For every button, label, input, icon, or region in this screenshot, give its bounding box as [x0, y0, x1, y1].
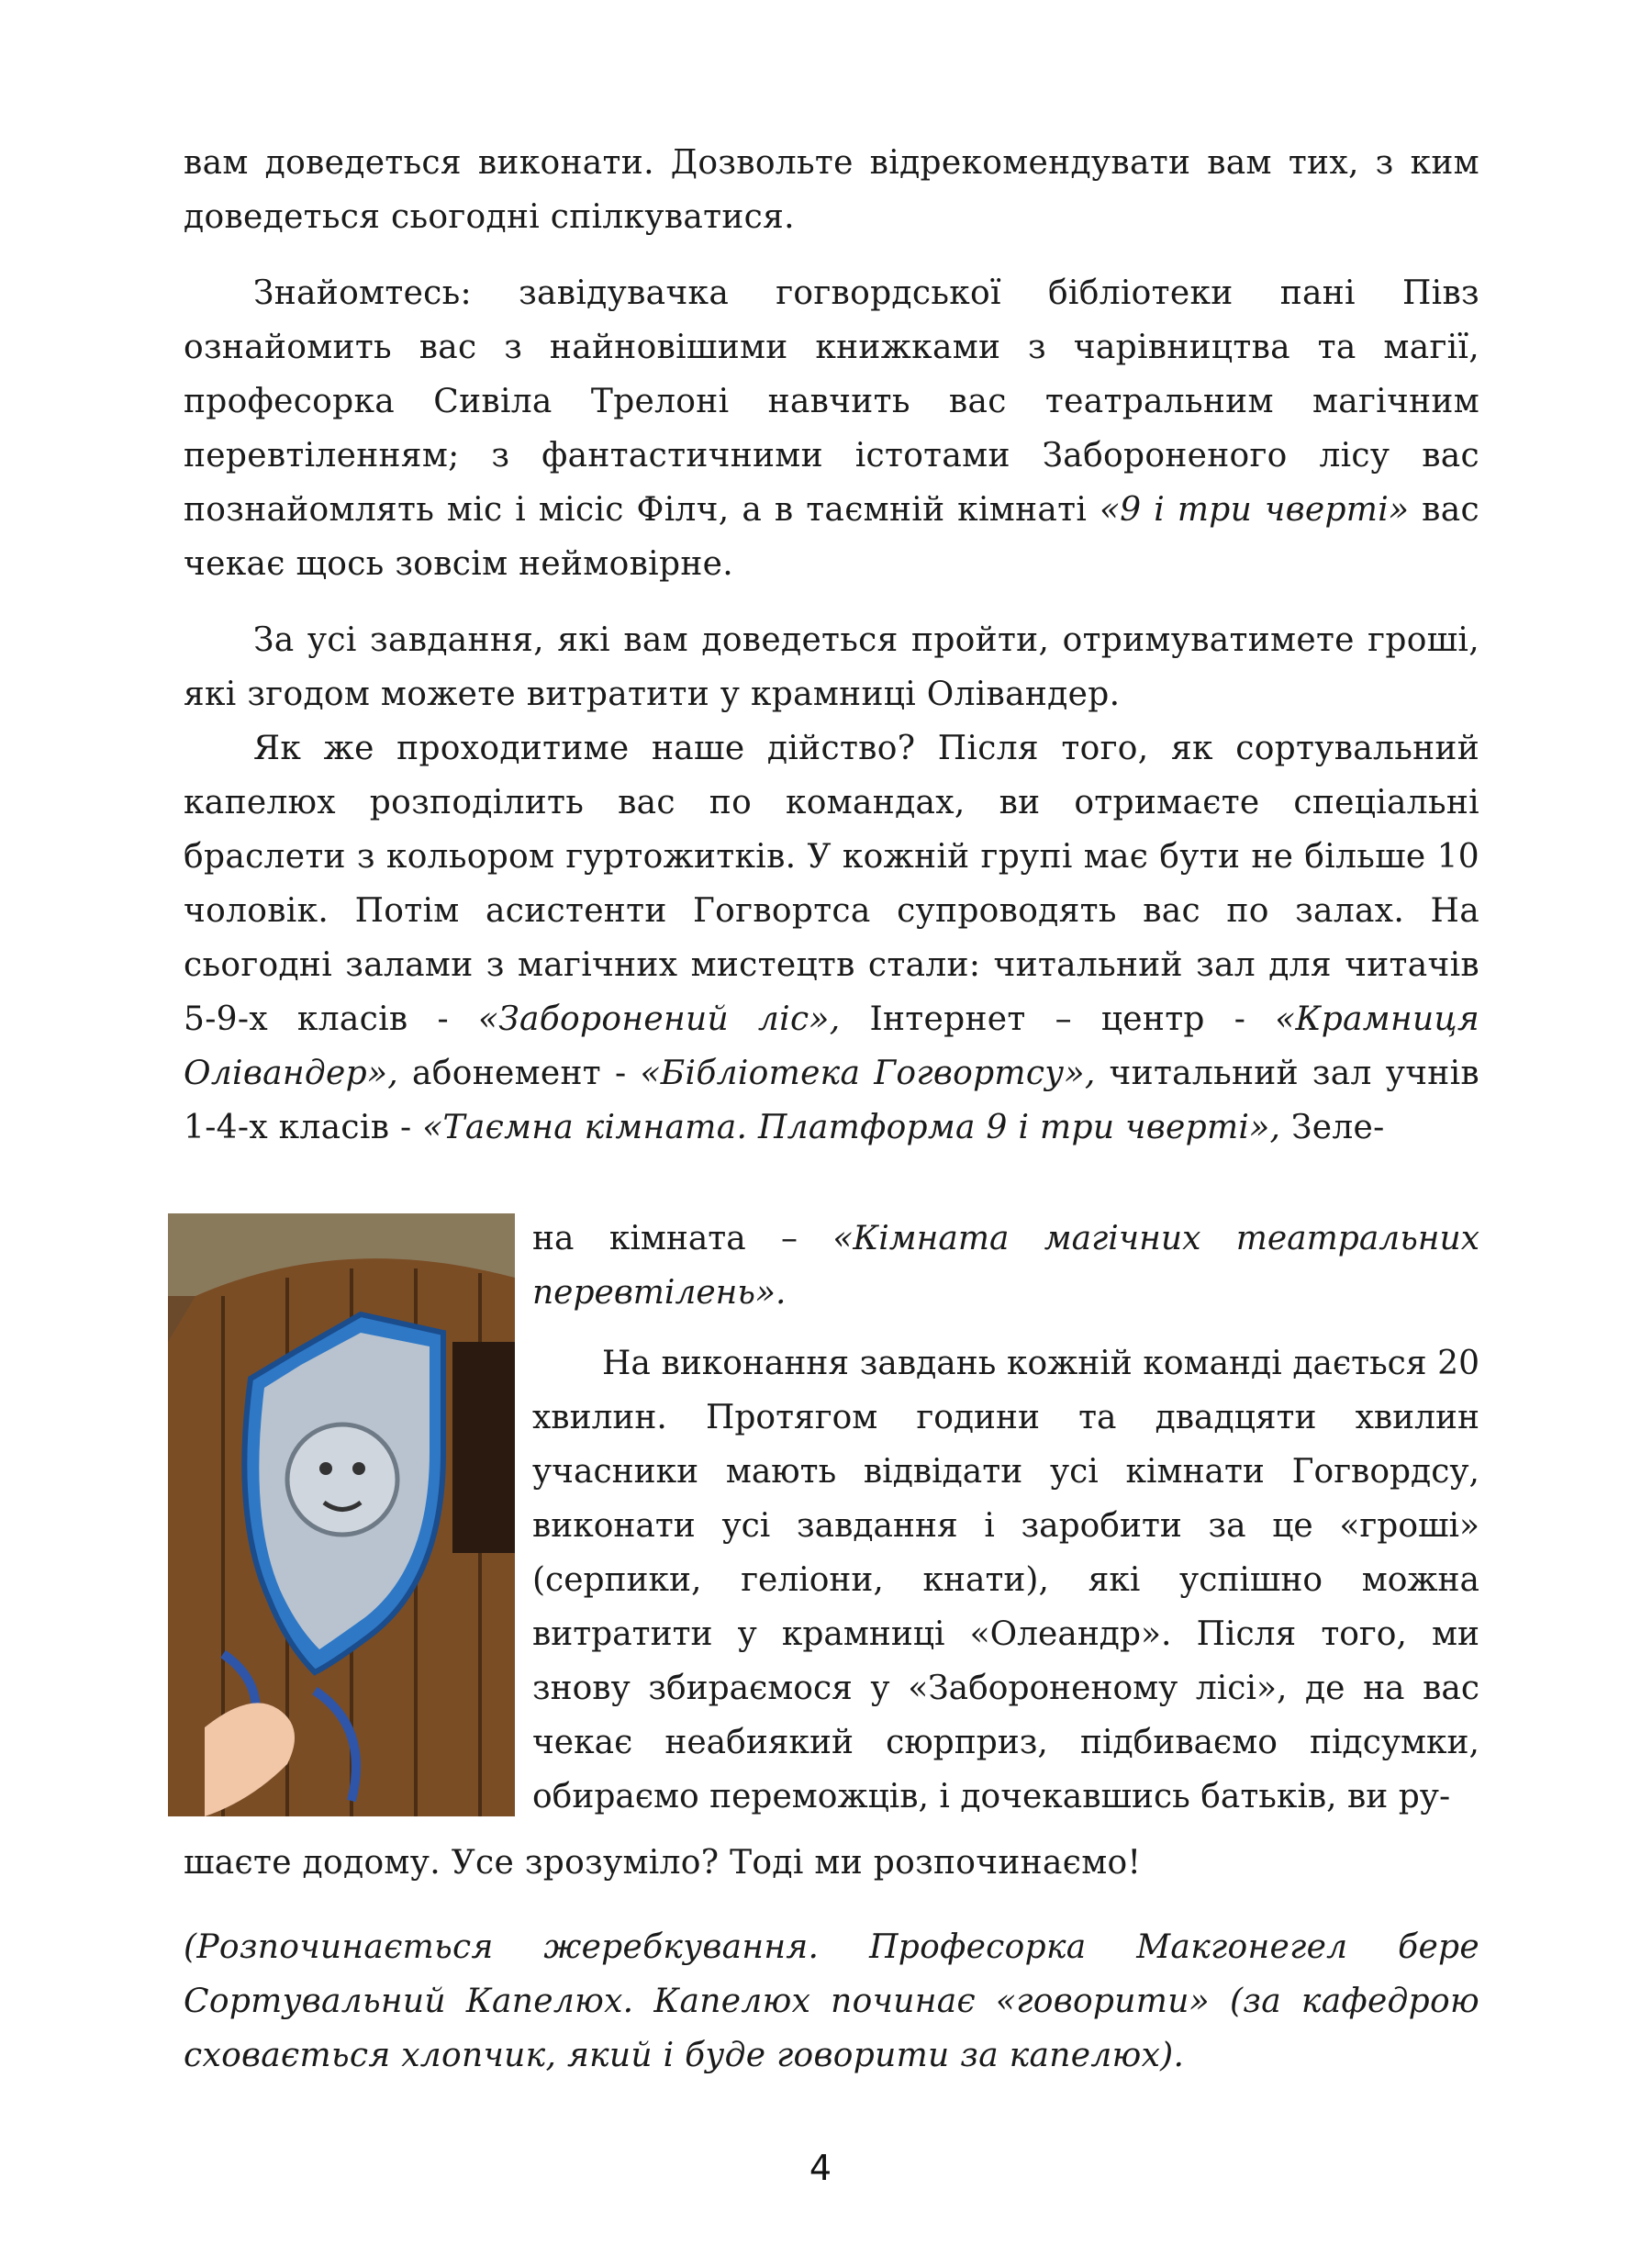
page-number: 4: [809, 2148, 832, 2188]
hall-secret-room: «Таємна кімната. Платформа 9 і три чверті»,: [422, 1109, 1281, 1146]
paragraph-1: [184, 136, 1479, 244]
paragraph-3-text: За усі завдання, які вам доведеться пройти, отримуватимете гроші, які згодом можете витратити у крамниці Олівандер.: [184, 621, 1479, 713]
paragraph-5-text: На виконання завдань кожній команді дається 20 хвилин. Протягом години та двадцяти хвилин учасники мають відвідати усі кімнати Гогвордсу, виконати усі завдання і заробити за це «гроші» (серпики, геліони, кнати), які успішно можна витратити у крамниці «Олеандр». Після того, ми знову збираємося у «Забороненому лісі», де на вас чекає неабиякий сюрприз, підбиваємо підсумки, обираємо переможців, і дочекавшись батьків, ви ру-: [532, 1345, 1479, 1816]
paragraph-4-text-b: Інтернет – центр -: [840, 1000, 1276, 1038]
hall-forbidden-forest: «Заборонений ліс»,: [477, 1000, 841, 1038]
paragraph-5-end: [184, 1836, 1479, 1890]
paragraph-2-text: Знайомтесь: завідувачка гогвордської бібліотеки пані Півз ознайомить вас з найновішими книжками з чарівництва та магії, професорка Сивіла Трелоні навчить вас театральним магічним перевтіленням; з фантастичними істотами Забороненого лісу вас познайомлять міс і місіс Філч, а в таємній кімнаті: [184, 274, 1479, 529]
paragraph-2: [184, 266, 1479, 591]
shield-image-icon: [168, 1213, 515, 1816]
paragraph-4: [184, 721, 1479, 1155]
paragraph-2-end: вас чекає щось зовсім неймовірне.: [184, 491, 1479, 583]
magic-shield-photo: [168, 1213, 515, 1816]
paragraph-1-text: вам доведеться виконати. Дозвольте відрекомендувати вам тих, з ким доведеться сьогодні спілкуватися.: [184, 144, 1479, 236]
hall-library: «Бібліотека Гогвортсу»,: [640, 1055, 1096, 1092]
paragraph-3: [184, 613, 1479, 721]
hall-theatre-room: «Кімната магічних театральних перевтілень».: [532, 1220, 1480, 1312]
paragraph-4-text: Як же проходитиме наше дійство? Після того, як сортувальний капелюх розподілить вас по командах, ви отримаєте спеціальні браслети з кольором гуртожитків. У кожній групі має бути не більше 10 чоловік. Потім асистенти Гогвортса супроводять вас по залах. На сьогодні залами з магічних мистецтв стали: читальний зал для читачів 5-9-х класів -: [184, 730, 1479, 1038]
green-room-text: на кімната –: [532, 1220, 833, 1257]
hall-ollivander: «Крамниця Олівандер»,: [184, 1000, 1479, 1092]
platform-title: «9 і три чверті»: [1099, 491, 1410, 529]
paragraph-5: [532, 1336, 1479, 1824]
stage-direction-text: (Розпочинається жеребкування. Професорка Макгонегел бере Сортувальний Капелюх. Капелюх починає «говорити» (за кафедрою сховається хлопчик, який і буде говорити за капелюх).: [184, 1928, 1479, 2074]
stage-direction: [184, 1920, 1479, 2083]
paragraph-4-text-c: абонемент -: [398, 1055, 641, 1092]
paragraph-4-text-d: читальний зал учнів 1-4-х класів -: [184, 1055, 1479, 1146]
paragraph-4-text-e: Зеле-: [1280, 1109, 1385, 1146]
paragraph-4-continuation: [532, 1212, 1479, 1320]
paragraph-5-end-text: шаєте додому. Усе зрозуміло? Тоді ми розпочинаємо!: [184, 1844, 1142, 1882]
